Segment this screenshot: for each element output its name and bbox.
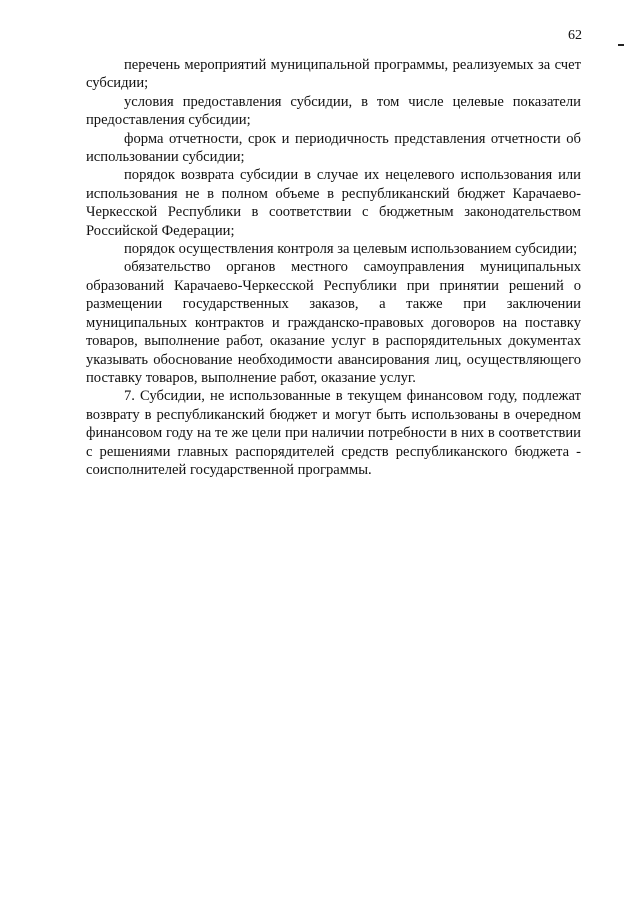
paragraph-control-procedure: порядок осуществления контроля за целевым использованием субсидии; — [124, 241, 578, 258]
paragraph-program-activities-list: перечень мероприятий муниципальной программы, реализуемых за счет субсидии; — [86, 57, 581, 92]
scan-edge-mark — [618, 44, 624, 46]
paragraph-reporting-form: форма отчетности, срок и периодичность представления отчетности об использовании субсидии; — [86, 130, 581, 166]
paragraph-local-government-obligation: обязательство органов местного самоуправления муниципальных образований Карачаево-Черкесской Республики при принятии решений о размещении государственных заказов, а также при заключении муниципальных контрактов и гражданско-правовых договоров на поставку товаров, выполнение работ, оказание услуг в распорядительных документах указывать обоснование необходимости авансирования лиц, осуществляющего поставку товаров, выполнение работ, оказание услуг. — [86, 259, 581, 386]
document-body — [86, 56, 581, 479]
page-number: 62 — [568, 28, 582, 43]
paragraph-unused-subsidies-clause-7: 7. Субсидии, не использованные в текущем финансовом году, подлежат возврату в республиканский бюджет и могут быть использованы в очередном финансовом году на те же цели при наличии потребности в них в соответствии с решениями главных распорядителей средств республиканского бюджета - соисполнителей государственной программы. — [86, 388, 581, 478]
paragraph-subsidy-conditions: условия предоставления субсидии, в том числе целевые показатели предоставления субсидии; — [86, 93, 581, 129]
paragraph-subsidy-return-procedure: порядок возврата субсидии в случае их нецелевого использования или использования не в полном объеме в республиканский бюджет Карачаево-Черкесской Республики в соответствии с бюджетным законодательством Российской Федерации; — [86, 167, 581, 239]
